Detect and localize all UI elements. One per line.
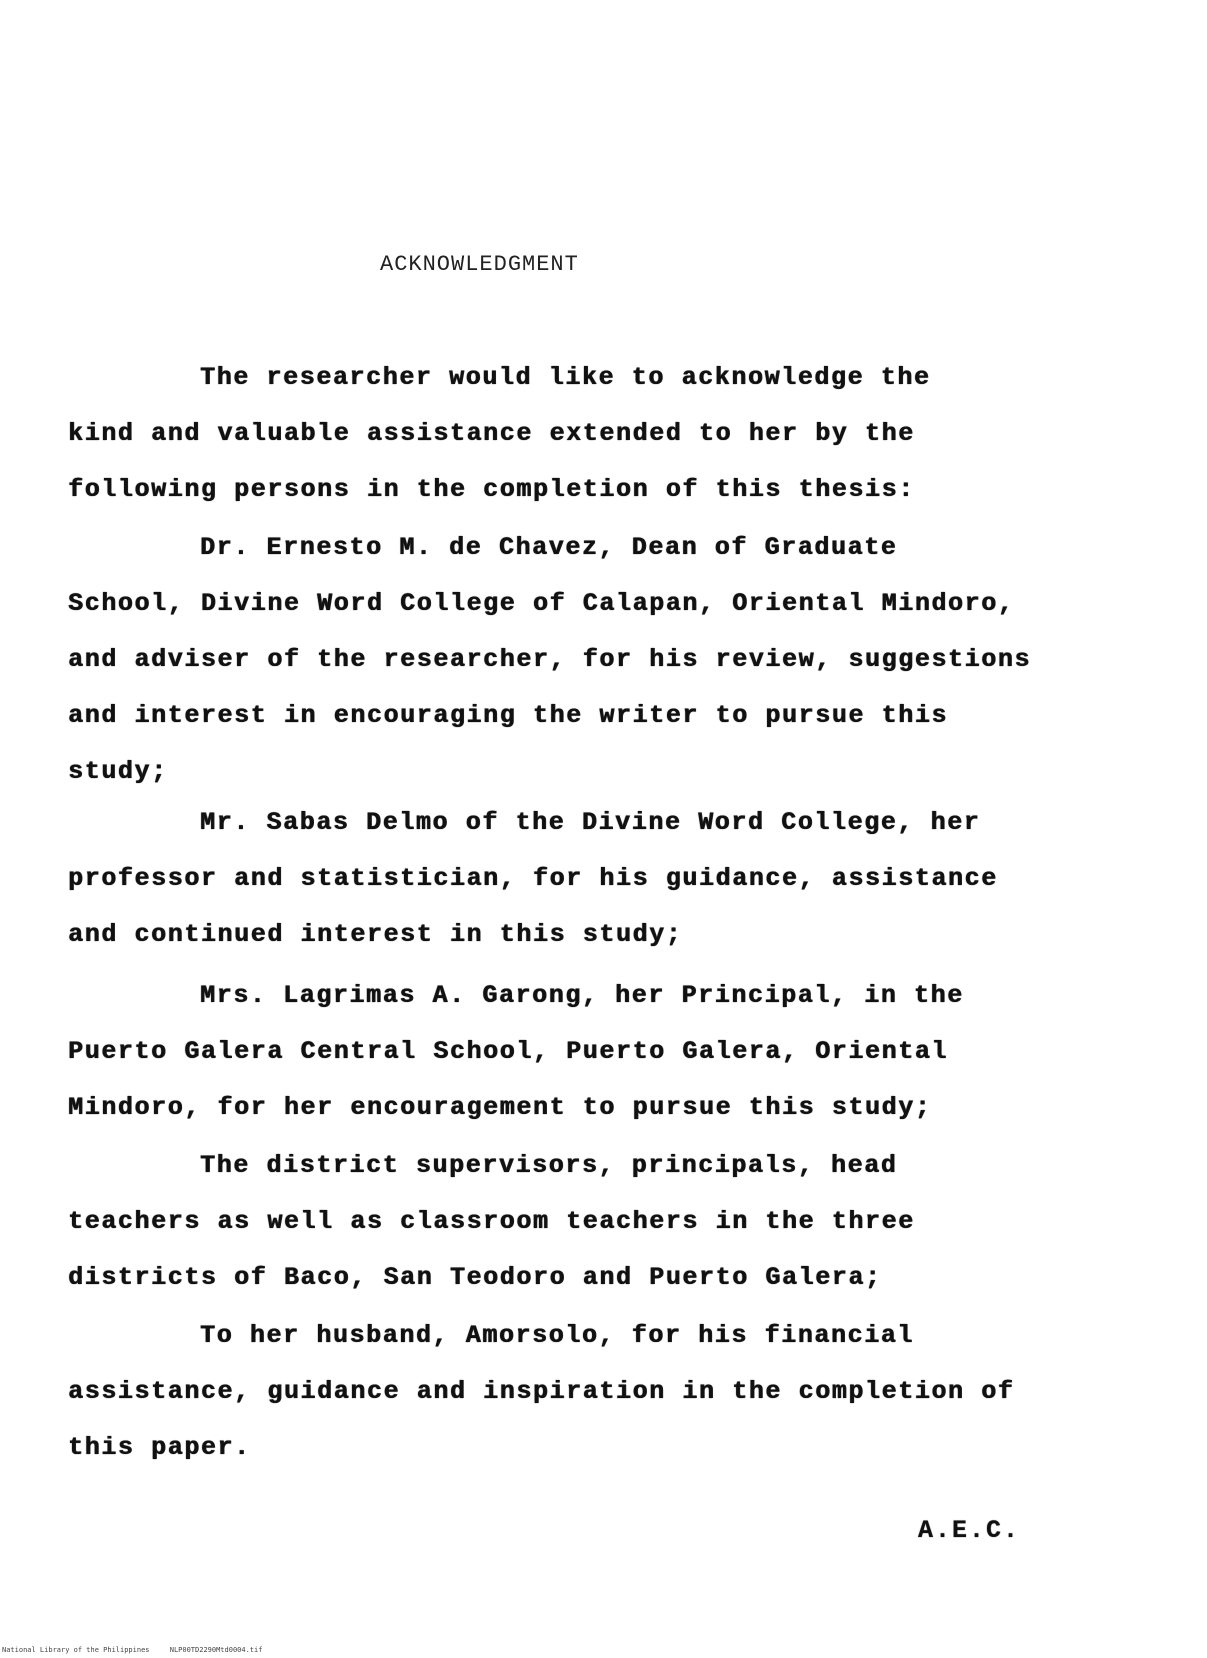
footer-file: NLP00TD2290Mtd0004.tif xyxy=(169,1646,263,1654)
paragraph-husband xyxy=(68,1308,1068,1476)
text-line: Dr. Ernesto M. de Chavez, Dean of Graduate xyxy=(200,533,898,562)
paragraph-statistician xyxy=(68,795,1068,963)
text-line: The district supervisors, principals, head xyxy=(200,1151,898,1180)
text-line: Mr. Sabas Delmo of the Divine Word College, her xyxy=(200,808,981,837)
text-line: assistance, guidance and inspiration in the completion of xyxy=(68,1377,1015,1406)
paragraph-supervisors xyxy=(68,1138,1068,1306)
text-line: professor and statistician, for his guidance, assistance xyxy=(68,864,998,893)
text-line: following persons in the completion of this thesis: xyxy=(68,475,915,504)
text-line: To her husband, Amorsolo, for his financial xyxy=(200,1321,914,1350)
text-line: The researcher would like to acknowledge the xyxy=(200,363,931,392)
paragraph-principal xyxy=(68,968,1068,1136)
text-line: kind and valuable assistance extended to her by the xyxy=(68,419,915,448)
text-line: study; xyxy=(68,757,168,786)
text-line: School, Divine Word College of Calapan, Oriental Mindoro, xyxy=(68,589,1015,618)
text-line: teachers as well as classroom teachers in the three xyxy=(68,1207,915,1236)
scan-footer xyxy=(2,1646,278,1654)
text-line: Puerto Galera Central School, Puerto Galera, Oriental xyxy=(68,1037,948,1066)
author-initials: A.E.C. xyxy=(918,1516,1021,1545)
page-title: ACKNOWLEDGMENT xyxy=(380,252,579,277)
text-line: Mindoro, for her encouragement to pursue this study; xyxy=(68,1093,932,1122)
footer-library: National Library of the Philippines xyxy=(2,1646,150,1654)
paragraph-intro xyxy=(68,350,1068,518)
text-line: and continued interest in this study; xyxy=(68,920,683,949)
text-line: and interest in encouraging the writer to pursue this xyxy=(68,701,948,730)
text-line: and adviser of the researcher, for his review, suggestions xyxy=(68,645,1031,674)
paragraph-dean xyxy=(68,520,1068,800)
text-line: Mrs. Lagrimas A. Garong, her Principal, in the xyxy=(200,981,964,1010)
text-line: this paper. xyxy=(68,1433,251,1462)
text-line: districts of Baco, San Teodoro and Puerto Galera; xyxy=(68,1263,882,1292)
